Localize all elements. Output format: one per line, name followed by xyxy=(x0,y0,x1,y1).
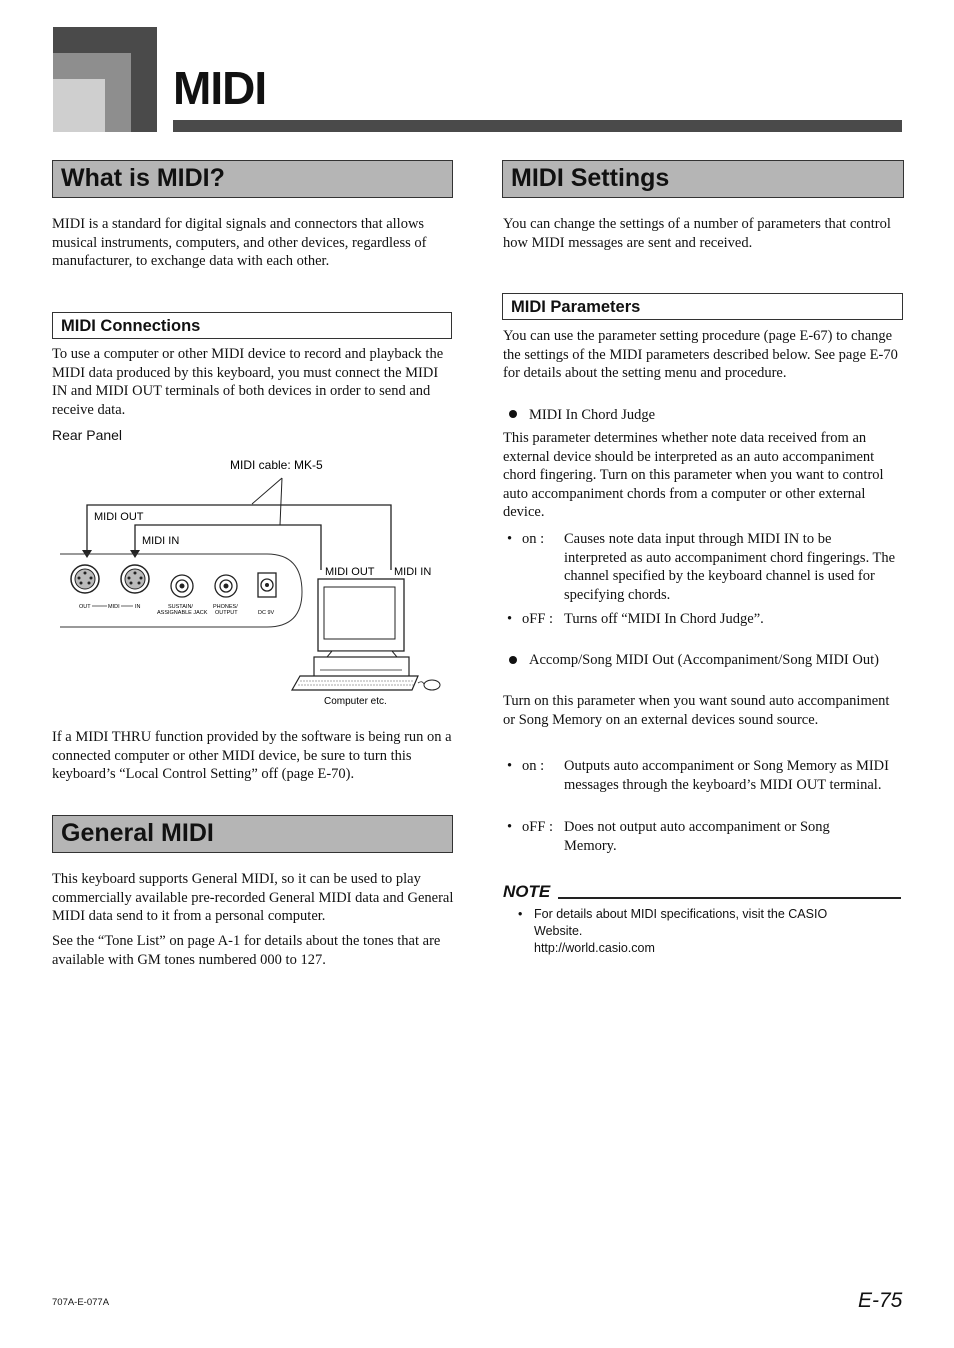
title-rule xyxy=(173,120,902,132)
phones-jack xyxy=(215,575,237,597)
heading-midi-parameters: MIDI Parameters xyxy=(502,293,903,320)
jack-midi-label: MIDI xyxy=(108,604,120,610)
midi-out-jack xyxy=(71,565,99,593)
pc-midi-in-label: MIDI IN xyxy=(394,566,432,578)
heading-midi-settings: MIDI Settings xyxy=(502,160,904,198)
midi-settings-intro: You can change the settings of a number of parameters that control how MIDI messages are sent and received. xyxy=(503,216,891,251)
option-desc: Outputs auto accompaniment or Song Memory as MIDI messages through the keyboard’s MIDI OUT terminal. xyxy=(564,758,889,793)
sustain-jack xyxy=(171,575,193,597)
option-desc: Causes note data input through MIDI IN to be interpreted as auto accompaniment chord fingerings. The channel specified by the keyboard channel is used for specifying chords. xyxy=(564,531,896,603)
midi-parameters-intro: You can use the parameter setting procedure (page E-67) to change the settings of the MIDI parameters described below. See page E-70 for details about the setting menu and procedure. xyxy=(503,328,898,381)
accomp-out-name: Accomp/Song MIDI Out (Accompaniment/Song MIDI Out) xyxy=(529,652,879,668)
midi-connection-diagram xyxy=(52,452,452,717)
jack-phones-label-1: PHONES/ xyxy=(213,604,238,610)
note-bullet: • xyxy=(518,907,523,921)
cable-label: MIDI cable: MK-5 xyxy=(230,458,323,472)
jack-out-label: OUT xyxy=(79,604,91,610)
bullet-accomp-out xyxy=(509,656,517,664)
jack-in-label: IN xyxy=(135,604,141,610)
casio-website-url: http://world.casio.com xyxy=(534,941,655,955)
midi-thru-note: If a MIDI THRU function provided by the software is being run on a connected computer or other MIDI device, be sure to turn this keyboard’s “Local Control Setting” off (page E-70). xyxy=(52,729,452,782)
rear-panel-label: Rear Panel xyxy=(52,427,123,443)
heading-what-is-midi: What is MIDI? xyxy=(52,160,453,198)
option-bullet: • xyxy=(507,611,513,627)
general-midi-para2: See the “Tone List” on page A-1 for details about the tones that are available with GM tones numbered 000 to 127. xyxy=(52,933,441,968)
accomp-out-on-option xyxy=(507,757,897,815)
chapter-title: MIDI xyxy=(173,62,267,114)
heading-midi-connections: MIDI Connections xyxy=(52,312,452,339)
kbd-midi-in-label: MIDI IN xyxy=(142,535,180,547)
jack-phones-label-2: OUTPUT xyxy=(215,610,238,616)
option-key: oFF : xyxy=(522,819,554,835)
option-bullet: • xyxy=(507,819,513,835)
note-label: NOTE xyxy=(503,882,551,901)
option-bullet: • xyxy=(507,758,513,774)
option-desc: Does not output auto accompaniment or Song Memory. xyxy=(564,819,830,854)
chord-judge-off-option xyxy=(507,610,897,630)
accomp-out-desc: Turn on this parameter when you want sound auto accompaniment or Song Memory on an external devices sound source. xyxy=(503,693,890,728)
pc-midi-out-label: MIDI OUT xyxy=(325,566,375,578)
accomp-out-off-option xyxy=(507,818,897,858)
computer-illustration xyxy=(292,579,440,690)
option-key: on : xyxy=(522,531,545,547)
page-number: E-75 xyxy=(858,1289,903,1312)
computer-label: Computer etc. xyxy=(324,696,387,707)
what-is-midi-intro: MIDI is a standard for digital signals and connectors that allows musical instruments, computers, and other devices, regardless of manufacturer, to exchange data with each other. xyxy=(52,216,427,269)
chord-judge-on-option xyxy=(507,530,897,606)
jack-sustain-label-2: ASSIGNABLE JACK xyxy=(157,610,208,616)
midi-in-jack xyxy=(121,565,149,593)
heading-general-midi: General MIDI xyxy=(52,815,453,853)
bullet-chord-judge xyxy=(509,410,517,418)
option-key: on : xyxy=(522,758,545,774)
option-desc: Turns off “MIDI In Chord Judge”. xyxy=(564,611,764,627)
general-midi-para1: This keyboard supports General MIDI, so it can be used to play commercially available pre-recorded General MIDI data and General MIDI data send to it from a personal computer. xyxy=(52,871,454,924)
footer-code: 707A-E-077A xyxy=(52,1297,110,1308)
kbd-midi-out-label: MIDI OUT xyxy=(94,511,144,523)
chord-judge-name: MIDI In Chord Judge xyxy=(529,407,656,423)
jack-dc-label: DC 9V xyxy=(258,610,275,616)
option-key: oFF : xyxy=(522,611,554,627)
dc-jack xyxy=(258,573,276,597)
note-rule xyxy=(558,897,901,899)
option-bullet: • xyxy=(507,531,513,547)
chord-judge-desc: This parameter determines whether note data received from an external device should be interpreted as an auto accompaniment chord fingering. Turn on this parameter when you want to control auto accompaniment chords from a computer or other external device. xyxy=(503,430,884,520)
corner-block-light xyxy=(53,79,105,132)
note-text: For details about MIDI specifications, visit the CASIO Website. xyxy=(534,907,828,938)
midi-connections-body: To use a computer or other MIDI device to record and playback the MIDI data produced by this keyboard, you must connect the MIDI IN and MIDI OUT terminals of both devices in order to send and receive data. xyxy=(52,346,444,418)
jack-sustain-label-1: SUSTAIN/ xyxy=(168,604,193,610)
